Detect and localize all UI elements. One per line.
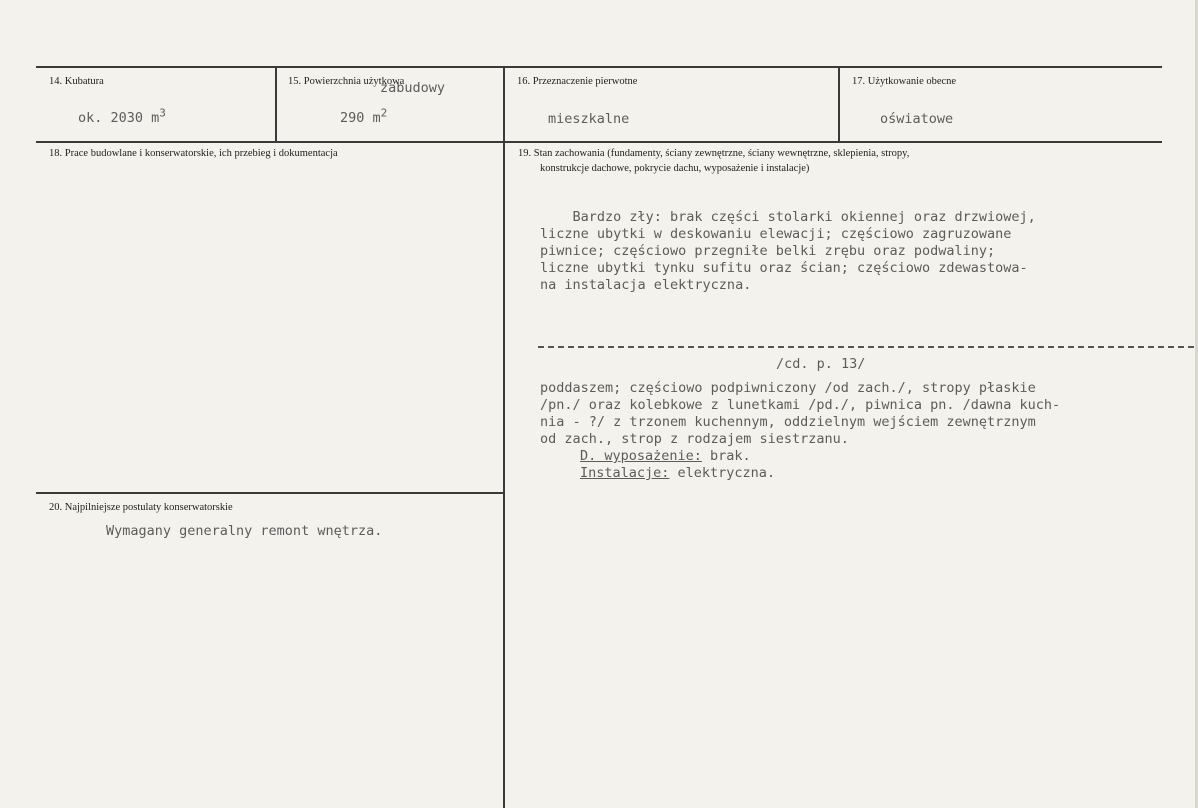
continuation-line: /pn./ oraz kolebkowe z lunetkami /pd./, piwnica pn. /dawna kuch- — [540, 397, 1061, 413]
col-divider-1 — [275, 66, 277, 142]
row1-bottom-rule — [36, 141, 1162, 143]
continuation-line: od zach., strop z rodzajem siestrzanu. — [540, 431, 849, 447]
field-14-value-text: ok. 2030 m — [78, 110, 160, 126]
field-19-line: piwnice; częściowo przegniłe belki zrębu oraz podwaliny; — [540, 243, 996, 259]
field-19-label-line2: konstrukcje dachowe, pokrycie dachu, wyposażenie i instalacje) — [540, 163, 810, 174]
field-14-value-sup: 3 — [159, 106, 166, 120]
field-14-value — [78, 106, 166, 127]
continuation-line: poddaszem; częściowo podpiwniczony /od zach./, stropy płaskie — [540, 380, 1036, 396]
field-17-label: 17. Użytkowanie obecne — [852, 76, 957, 87]
field-14-label: 14. Kubatura — [49, 76, 104, 87]
col-divider-2 — [503, 66, 505, 808]
field-17-value: oświatowe — [880, 111, 954, 127]
continuation-note: /cd. p. 13/ — [776, 356, 866, 372]
field-19-line: liczne ubytki tynku sufitu oraz ścian; częściowo zdewastowa- — [540, 260, 1028, 276]
col-divider-3 — [838, 66, 840, 142]
field-19-line: liczne ubytki w deskowaniu elewacji; częściowo zagruzowane — [540, 226, 1012, 242]
continuation-line: nia - ?/ z trzonem kuchennym, oddzielnym wejściem zewnętrznym — [540, 414, 1036, 430]
field-20-value: Wymagany generalny remont wnętrza. — [106, 523, 383, 539]
field-18-label: 18. Prace budowlane i konserwatorskie, ich przebieg i dokumentacja — [49, 148, 338, 159]
installations-value: elektryczna. — [669, 465, 776, 481]
field-20-label: 20. Najpilniejsze postulaty konserwatorskie — [49, 502, 233, 513]
field-16-label: 16. Przeznaczenie pierwotne — [517, 76, 638, 87]
top-rule — [36, 66, 1162, 68]
field-15-value — [340, 106, 388, 127]
installations-label: Instalacje: — [580, 465, 670, 481]
field-15-label: 15. Powierzchnia użytkowa — [288, 76, 405, 87]
field-15-value-text: 290 m — [340, 110, 381, 126]
field-15-note: zabudowy — [380, 80, 446, 96]
installations-line — [580, 465, 775, 482]
field-19-line: Bardzo zły: brak części stolarki okiennej oraz drzwiowej, — [540, 209, 1036, 225]
field-19-label-line1: 19. Stan zachowania (fundamenty, ściany zewnętrzne, ściany wewnętrzne, sklepienia, stropy, — [518, 148, 910, 159]
equipment-line — [580, 448, 751, 465]
section-separator-dashes — [538, 346, 1194, 348]
section18-bottom-rule — [36, 492, 504, 494]
field-15-value-sup: 2 — [380, 106, 388, 120]
field-19-line: na instalacja elektryczna. — [540, 277, 752, 293]
equipment-label: D. wyposażenie: — [580, 448, 702, 464]
field-16-value: mieszkalne — [548, 111, 630, 127]
equipment-value: brak. — [701, 448, 751, 464]
